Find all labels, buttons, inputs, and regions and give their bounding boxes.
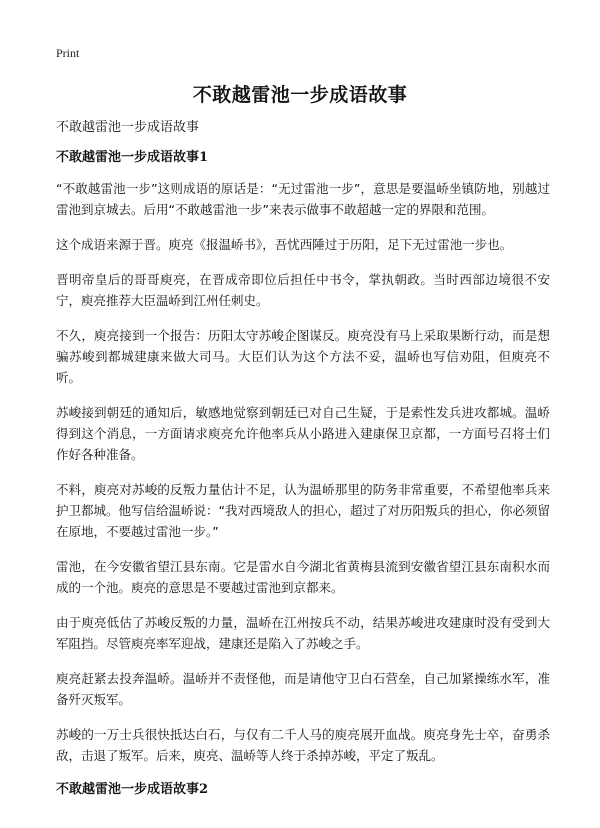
section-heading: 不敢越雷池一步成语故事1: [56, 150, 209, 165]
document-subtitle: 不敢越雷池一步成语故事: [56, 120, 200, 135]
paragraph: 苏峻的一万士兵很快抵达白石，与仅有二千人马的庾亮展开血战。庾亮身先士卒，奋勇杀敌，击退了叛军。后来，庾亮、温峤等人终于杀掉苏峻，平定了叛乱。: [56, 727, 550, 763]
story-section-1: [56, 148, 550, 766]
paragraph: 不久，庾亮接到一个报告：历阳太守苏峻企图谋反。庾亮没有马上采取果断行动，而是想骗苏峻到都城建康来做大司马。大臣们认为这个方法不妥，温峤也写信劝阻，但庾亮不听。: [56, 328, 550, 385]
paragraph: 由于庾亮低估了苏峻反叛的力量，温峤在江州按兵不动，结果苏峻进攻建康时没有受到大军阻挡。尽管庾亮率军迎战，建康还是陷入了苏峻之手。: [56, 615, 550, 651]
paragraph: 不料，庾亮对苏峻的反叛力量估计不足，认为温峤那里的防务非常重要，不希望他率兵来护卫都城。他写信给温峤说：“我对西境敌人的担心，超过了对历阳叛兵的担心，你必须留在原地，不要越过雷池一步。”: [56, 482, 550, 539]
document-body: [56, 118, 550, 810]
paragraph: 这个成语来源于晋。庾亮《报温峤书》，吾忧西陲过于历阳，足下无过雷池一步也。: [56, 237, 513, 252]
paragraph: 苏峻接到朝廷的通知后，敏感地觉察到朝廷已对自己生疑，于是索性发兵进攻都城。温峤得到这个消息，一方面请求庾亮允许他率兵从小路进入建康保卫京都，一方面号召将士们作好各种准备。: [56, 405, 550, 462]
story-section-2: [56, 780, 550, 800]
print-link[interactable]: Print: [56, 46, 80, 60]
paragraph: “不敢越雷池一步”这则成语的原话是：“无过雷池一步”，意思是要温峤坐镇防地，别越过雷池到京城去。后用“不敢越雷池一步”来表示做事不敢超越一定的界限和范围。: [56, 181, 550, 217]
section-heading: 不敢越雷池一步成语故事2: [56, 782, 209, 797]
paragraph: 庾亮赶紧去投奔温峤。温峤并不责怪他，而是请他守卫白石营垒，自己加紧操练水军，准备歼灭叛军。: [56, 671, 550, 707]
page-title: 不敢越雷池一步成语故事: [192, 84, 408, 106]
paragraph: 晋明帝皇后的哥哥庾亮，在晋成帝即位后担任中书令，掌执朝政。当时西部边境很不安宁，庾亮推荐大臣温峤到江州任刺史。: [56, 272, 550, 308]
paragraph: 雷池，在今安徽省望江县东南。它是雷水自今湖北省黄梅县流到安徽省望江县东南积水而成的一个池。庾亮的意思是不要越过雷池到京都来。: [56, 559, 550, 595]
